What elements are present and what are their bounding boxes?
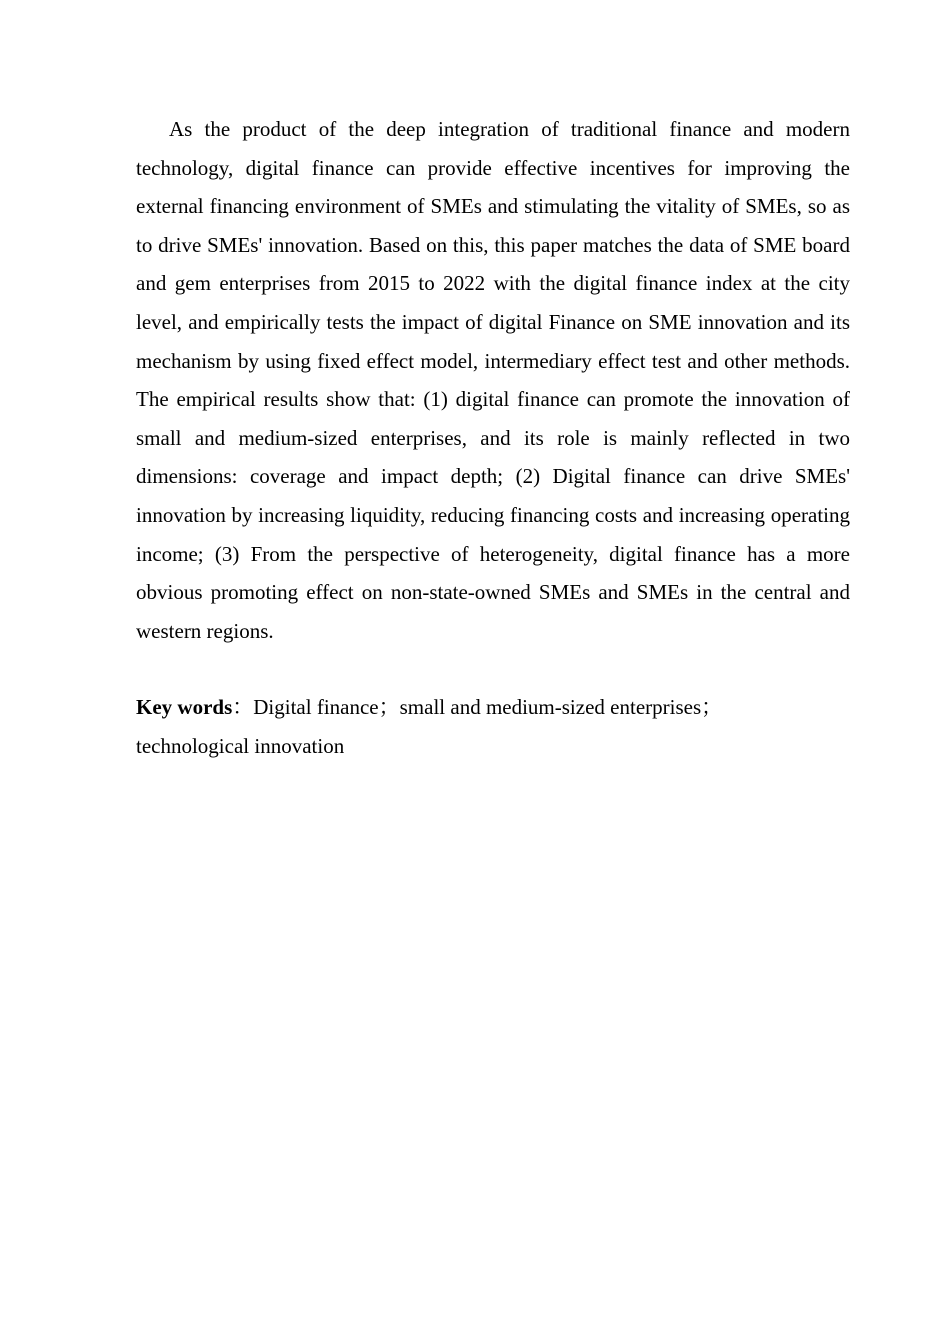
- abstract-paragraph: As the product of the deep integration of traditional finance and modern technology, digital finance can provide effective incentives for improving the external financing environment of SMEs and stimulating the vitality of SMEs, so as to drive SMEs' innovation. Based on this, this paper matches the data of SME board and gem enterprises from 2015 to 2022 with the digital finance index at the city level, and empirically tests the impact of digital Finance on SME innovation and its mechanism by using fixed effect model, intermediary effect test and other methods. The empirical results show that: (1) digital finance can promote the innovation of small and medium-sized enterprises, and its role is mainly reflected in two dimensions: coverage and impact depth; (2) Digital finance can drive SMEs' innovation by increasing liquidity, reducing financing costs and increasing operating income; (3) From the perspective of heterogeneity, digital finance has a more obvious promoting effect on non-state-owned SMEs and SMEs in the central and western regions.: [136, 117, 850, 643]
- keyword-separator: ；: [701, 695, 723, 719]
- keyword-item: Digital finance: [253, 695, 379, 719]
- keyword-item: technological innovation: [136, 733, 345, 758]
- keywords-line: [136, 688, 850, 765]
- keywords-label: Key words: [136, 695, 233, 719]
- keyword-separator: ；: [378, 695, 400, 719]
- keyword-item: small and medium-sized enterprises: [399, 695, 702, 719]
- keywords-label-separator: ：: [232, 695, 254, 719]
